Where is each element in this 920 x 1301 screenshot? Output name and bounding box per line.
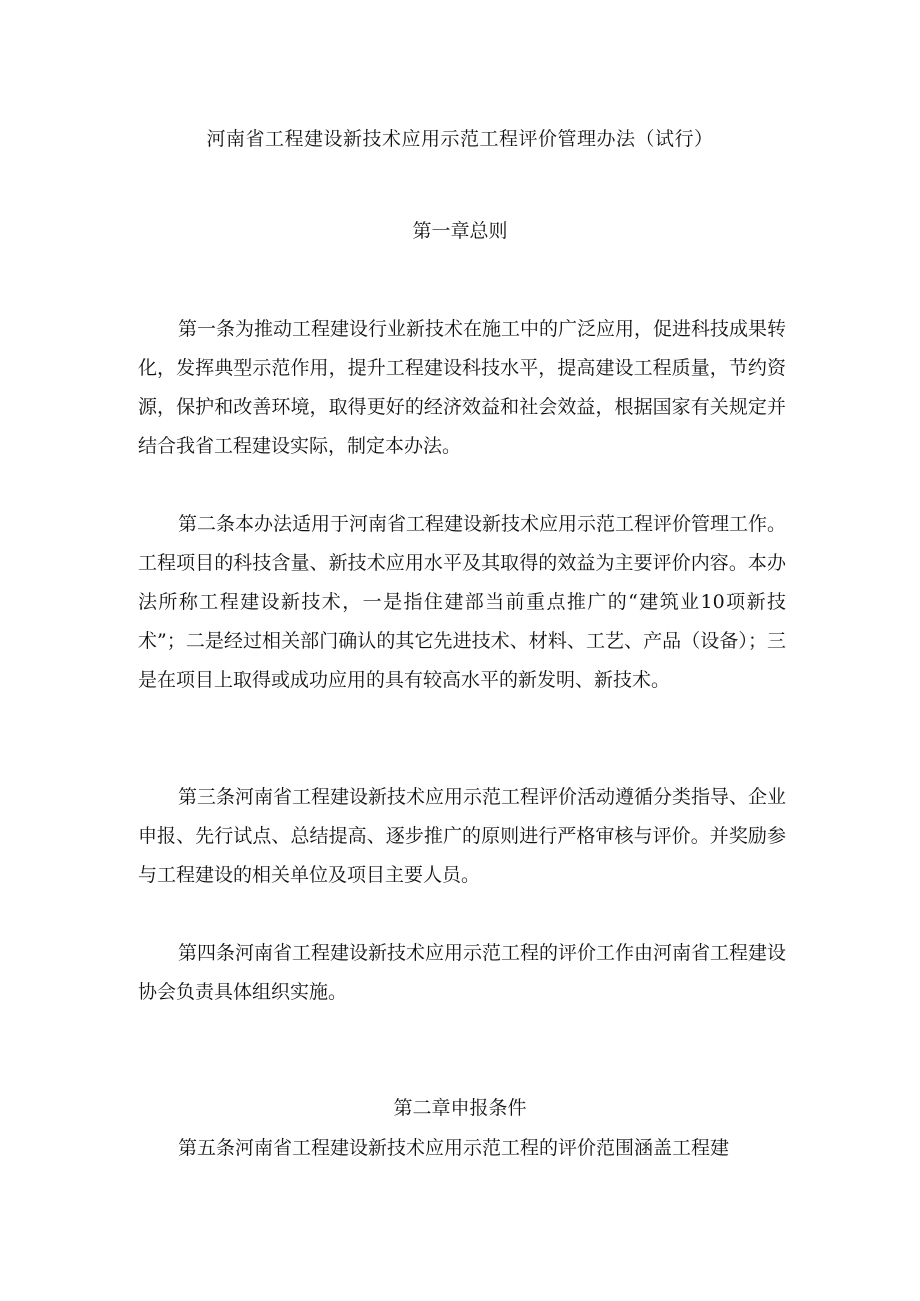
document-title: 河南省工程建设新技术应用示范工程评价管理办法（试行）	[206, 128, 714, 150]
article-4: 第四条河南省工程建设新技术应用示范工程的评价工作由河南省工程建设协会负责具体组织实施。	[138, 942, 787, 1003]
chapter-1-heading: 第一章总则	[412, 220, 508, 242]
article-2: 第二条本办法适用于河南省工程建设新技术应用示范工程评价管理工作。工程项目的科技含量、新技术应用水平及其取得的效益为主要评价内容。本办法所称工程建设新技术，一是指住建部当前重点推广的“建筑业10项新技术”；二是经过相关部门确认的其它先进技术、材料、工艺、产品（设备）；三是在项目上取得或成功应用的具有较高水平的新发明、新技术。	[138, 513, 787, 691]
article-5: 第五条河南省工程建设新技术应用示范工程的评价范围涵盖工程建	[178, 1137, 730, 1159]
article-1: 第一条为推动工程建设行业新技术在施工中的广泛应用，促进科技成果转化，发挥典型示范作用，提升工程建设科技水平，提高建设工程质量，节约资源，保护和改善环境，取得更好的经济效益和社会效益，根据国家有关规定并结合我省工程建设实际，制定本办法。	[138, 318, 787, 457]
chapter-2-heading: 第二章申报条件	[393, 1097, 527, 1119]
article-3: 第三条河南省工程建设新技术应用示范工程评价活动遵循分类指导、企业申报、先行试点、总结提高、逐步推广的原则进行严格审核与评价。并奖励参与工程建设的相关单位及项目主要人员。	[138, 786, 787, 886]
